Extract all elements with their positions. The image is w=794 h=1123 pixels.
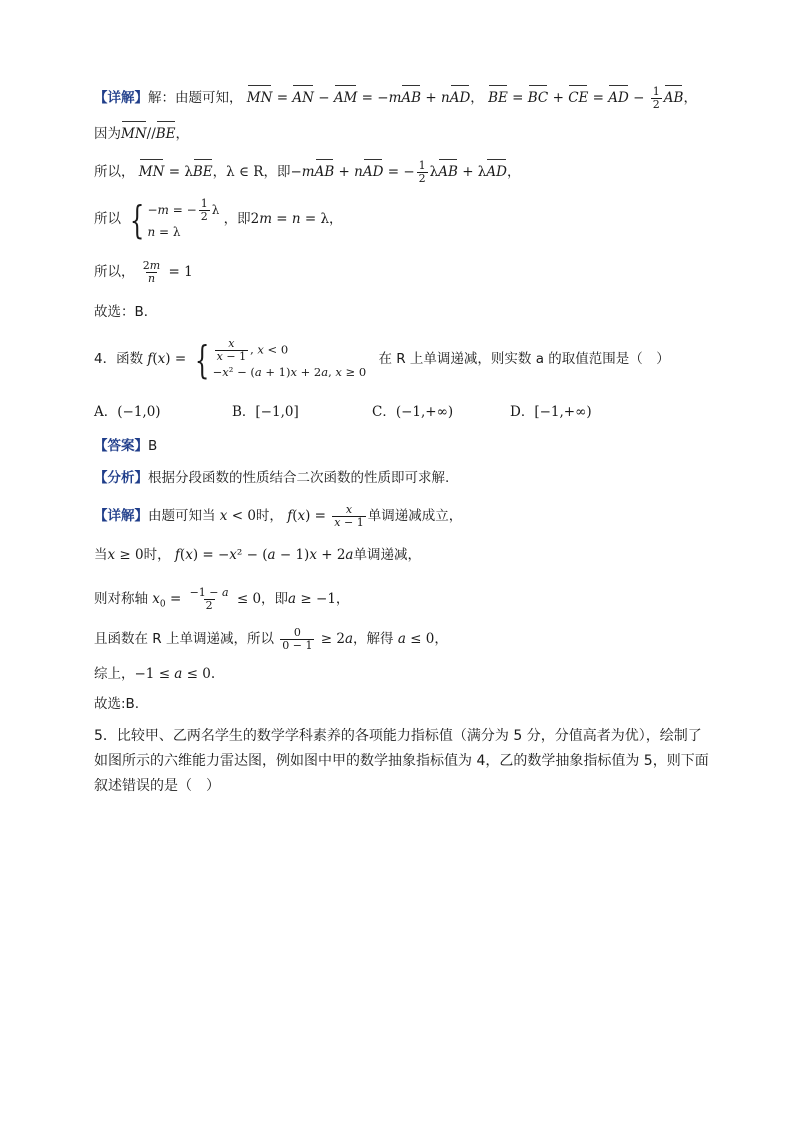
analysis-line: [94, 468, 449, 488]
answer-line: [94, 436, 157, 456]
option-c: C．(−1,+∞): [372, 404, 454, 420]
text: 所以，: [94, 264, 135, 280]
formula-mn: MN = AN − AM = −mAB + nAD， BE = BC + CE = AD − $\frac{1}{2}$ AB，: [246, 85, 697, 111]
detail-line-5: 综上，−1 ≤ a ≤ 0.: [94, 666, 216, 682]
question-4: 4．函数 f(x) = { $\frac{x}{x - 1}$ , x < 0 −x² − (a + 1)x + 2a, x ≥ 0 在 R 上单调递减，则实数 a 的取值范围是（ ）: [94, 337, 670, 382]
text: 综上，: [94, 666, 135, 682]
text: ，即: [261, 591, 289, 607]
text: 4．函数: [94, 351, 144, 367]
text: 在 R 上单调递减，则实数 a 的取值范围是（ ）: [378, 351, 670, 367]
text: 所以，: [94, 164, 135, 180]
text: ，即: [223, 211, 251, 227]
formula-ratio: $\frac{2m}{n}$ = 1: [142, 259, 193, 285]
solution-line-5: [94, 260, 193, 285]
text: 所以: [94, 211, 121, 227]
detail-line-1: 【详解】由题可知当 x < 0时， f(x) = $\frac{x}{x - 1}$ 单调递减成立，: [94, 503, 463, 529]
text: 单调递减成立，: [367, 508, 463, 524]
detail-line-2: 当x ≥ 0时， f(x) = −x² − (a − 1)x + 2a单调递减，: [94, 547, 421, 563]
question-5: 5．比较甲、乙两名学生的数学学科素养的各项能力指标值（满分为 5 分，分值高者为优），绘制了如图所示的六维能力雷达图，例如图中甲的数学抽象指标值为 4，乙的数学抽象指标值为 5，则下面叙述错误的是（ ）: [94, 728, 709, 794]
formula-parallel: MN//BE，: [121, 126, 190, 142]
option-b: B．[−1,0]: [232, 404, 299, 420]
text: 因为: [94, 126, 121, 142]
text: 当: [94, 547, 108, 563]
equation-system: { −m = − $\frac{1}{2}$ λ n = λ: [130, 197, 220, 242]
answer-tag: 【答案】: [94, 438, 148, 454]
detail-tag: 【详解】: [94, 508, 148, 524]
solution-choice: 故选：B．: [94, 304, 158, 320]
text: ，解得: [353, 631, 394, 647]
text: 则对称轴: [94, 591, 148, 607]
solution-line-1: [94, 86, 697, 111]
text: 由题可知当: [148, 508, 216, 524]
analysis-tag: 【分析】: [94, 470, 148, 486]
solution-line-4: [94, 196, 343, 242]
option-d: D．[−1,+∞): [510, 404, 592, 420]
formula-expand: −mAB + nAD = − $\frac{1}{2}$ λAB + λAD，: [290, 159, 521, 185]
detail-line-3: 则对称轴 $x_0$ = $\frac{-1 - a}{2}$ ≤ 0，即a ≥ −1，: [94, 586, 350, 612]
text: 根据分段函数的性质结合二次函数的性质即可求解.: [148, 470, 450, 486]
solution-line-2: [94, 124, 189, 144]
piecewise-function: { $\frac{x}{x - 1}$ , x < 0 −x² − (a + 1)x + 2a, x ≥ 0: [195, 337, 367, 382]
text: 时，: [143, 547, 171, 563]
text: 单调递减，: [353, 547, 421, 563]
formula-result: 2m = n = λ，: [250, 211, 343, 227]
text: ，即: [263, 164, 291, 180]
answer: B: [148, 438, 158, 454]
detail-tag: 【详解】: [94, 90, 148, 106]
detail-line-4: 且函数在 R 上单调递减，所以 $\frac{0}{0 - 1}$ ≥ 2a，解得 a ≤ 0，: [94, 626, 448, 652]
solution-line-3: [94, 160, 520, 185]
detail-choice: 故选:B.: [94, 696, 140, 712]
text: 解：由题可知，: [148, 90, 243, 106]
option-a: A．(−1,0): [94, 404, 161, 420]
formula-lambda: MN = λBE，λ ∈ R: [138, 164, 264, 180]
text: 且函数在 R 上单调递减，所以: [94, 631, 274, 647]
text: 时，: [255, 508, 283, 524]
